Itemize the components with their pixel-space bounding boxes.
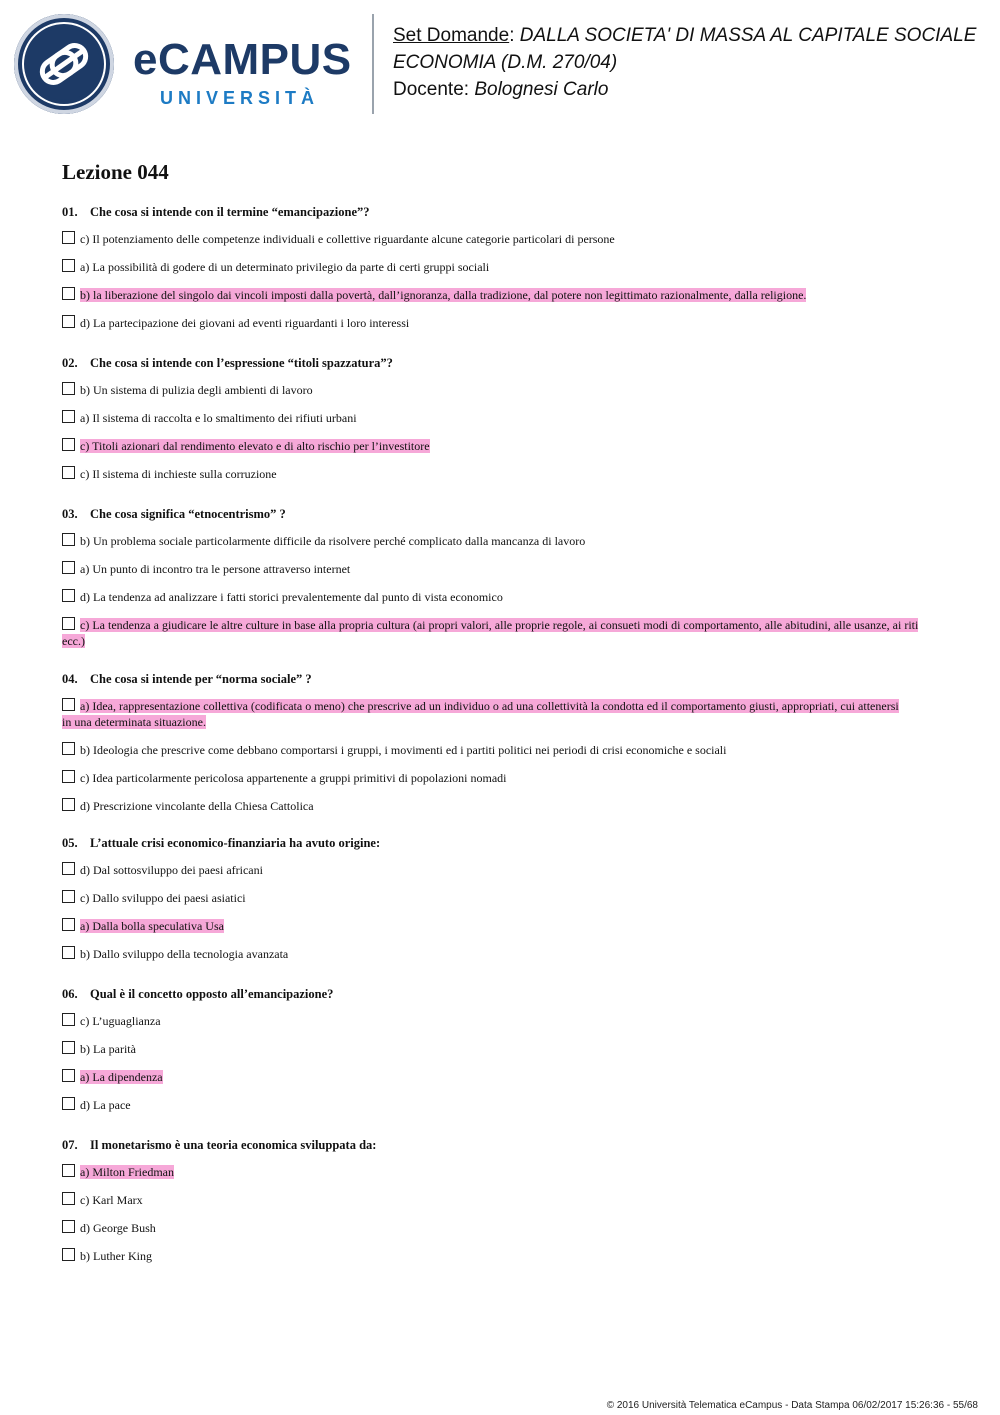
question-text: Che cosa si intende con il termine “emancipazione”? [90,205,370,219]
set-title-line-2: ECONOMIA (D.M. 270/04) [393,52,618,73]
option-text: d) La pace [80,1098,131,1112]
answer-option[interactable] [62,382,942,398]
option-text: d) La tendenza ad analizzare i fatti storici prevalentemente dal punto di vista economico [80,590,503,604]
answer-option[interactable] [62,533,942,549]
page-header [0,0,1000,130]
answer-option[interactable] [62,561,942,577]
option-text-highlighted: b) la liberazione del singolo dai vincoli imposti dalla povertà, dall’ignoranza, dalla tradizione, dal potere non legittimato razionalmente, dalla religione. [80,288,807,302]
answer-option[interactable] [62,466,942,482]
question-number: 05. [62,836,78,850]
checkbox[interactable] [62,1192,75,1205]
checkbox[interactable] [62,315,75,328]
option-text-highlighted: c) Titoli azionari dal rendimento elevato e di alto rischio per l’investitore [80,439,430,453]
answer-option-correct[interactable] [62,918,942,934]
option-text: b) Dallo sviluppo della tecnologia avanzata [80,947,289,961]
header-info: Set Domande: DALLA SOCIETA' DI MASSA AL CAPITALE SOCIALE ECONOMIA (D.M. 270/04) Docente: Bolognesi Carlo [393,25,977,100]
checkbox[interactable] [62,382,75,395]
question-title [62,835,942,851]
teacher-name: Bolognesi Carlo [474,79,609,100]
option-text: d) Prescrizione vincolante della Chiesa Cattolica [80,799,314,813]
option-text: b) Ideologia che prescrive come debbano comportarsi i gruppi, i movimenti ed i partiti politici nei periodi di crisi economiche e sociali [80,743,727,757]
question-block [62,1137,942,1276]
answer-option[interactable] [62,1248,942,1264]
option-text: d) George Bush [80,1221,156,1235]
checkbox[interactable] [62,798,75,811]
question-number: 07. [62,1138,78,1152]
answer-option[interactable] [62,770,942,786]
question-text: Che cosa significa “etnocentrismo” ? [90,507,286,521]
option-text: c) Idea particolarmente pericolosa appartenente a gruppi primitivi di popolazioni nomadi [80,771,507,785]
answer-option-correct[interactable] [62,1164,942,1180]
checkbox[interactable] [62,698,75,711]
option-text-highlighted: a) Dalla bolla speculativa Usa [80,919,224,933]
question-block [62,506,942,661]
checkbox[interactable] [62,946,75,959]
ecampus-logo-icon [14,14,114,114]
answer-option[interactable] [62,231,942,247]
answer-option[interactable] [62,798,942,814]
checkbox[interactable] [62,770,75,783]
question-block [62,204,942,343]
question-block [62,671,942,826]
checkbox[interactable] [62,918,75,931]
answer-option-correct[interactable] [62,287,942,303]
option-text: c) Dallo sviluppo dei paesi asiatici [80,891,246,905]
answer-option-correct[interactable] [62,698,902,730]
checkbox[interactable] [62,466,75,479]
lesson-title: Lezione 044 [62,160,169,184]
option-text: a) Il sistema di raccolta e lo smaltimento dei rifiuti urbani [80,411,357,425]
option-text: c) L’uguaglianza [80,1014,161,1028]
answer-option-correct[interactable] [62,617,942,649]
option-text: b) La parità [80,1042,136,1056]
question-number: 04. [62,672,78,686]
checkbox[interactable] [62,1097,75,1110]
question-block [62,986,942,1125]
checkbox[interactable] [62,589,75,602]
question-number: 01. [62,205,78,219]
teacher-label: Docente: [393,79,475,100]
question-text: Qual è il concetto opposto all’emancipazione? [90,987,334,1001]
logo-wordmark: eCAMPUS [133,35,352,84]
answer-option[interactable] [62,862,942,878]
checkbox[interactable] [62,533,75,546]
question-title [62,671,942,687]
answer-option-correct[interactable] [62,1069,942,1085]
answer-option[interactable] [62,890,942,906]
checkbox[interactable] [62,1041,75,1054]
checkbox[interactable] [62,890,75,903]
option-text: c) Il potenziamento delle competenze individuali e collettive riguardante alcune categorie particolari di persone [80,232,615,246]
checkbox[interactable] [62,1013,75,1026]
checkbox[interactable] [62,259,75,272]
option-text: d) Dal sottosviluppo dei paesi africani [80,863,263,877]
option-text: b) Luther King [80,1249,152,1263]
option-text: b) Un problema sociale particolarmente difficile da risolvere perché complicato dalla mancanza di lavoro [80,534,586,548]
option-text: a) La possibilità di godere di un determinato privilegio da parte di certi gruppi sociali [80,260,490,274]
option-text-highlighted: c) La tendenza a giudicare le altre culture in base alla propria cultura (ai propri valori, alle proprie regole, ai consueti modi di comportamento, alle abitudini, alle usanze, ai riti ecc.) [62,618,919,648]
checkbox[interactable] [62,1164,75,1177]
question-title [62,986,942,1002]
question-title [62,506,942,522]
question-title [62,355,942,371]
question-title [62,1137,942,1153]
question-text: Che cosa si intende per “norma sociale” ? [90,672,312,686]
answer-option[interactable] [62,589,942,605]
checkbox[interactable] [62,617,75,630]
answer-option[interactable] [62,742,942,758]
answer-option[interactable] [62,1192,942,1208]
answer-option[interactable] [62,1013,942,1029]
checkbox[interactable] [62,410,75,423]
answer-option[interactable] [62,315,942,331]
option-text: c) Il sistema di inchieste sulla corruzione [80,467,277,481]
answer-option[interactable] [62,946,942,962]
answer-option[interactable] [62,1097,942,1113]
checkbox[interactable] [62,1248,75,1261]
checkbox[interactable] [62,231,75,244]
question-number: 02. [62,356,78,370]
checkbox[interactable] [62,1220,75,1233]
set-title-line-1: DALLA SOCIETA' DI MASSA AL CAPITALE SOCIALE [519,25,977,46]
question-text: Il monetarismo è una teoria economica sviluppata da: [90,1138,377,1152]
page-footer: © 2016 Università Telematica eCampus - Data Stampa 06/02/2017 15:26:36 - 55/68 [606,1400,978,1411]
answer-option[interactable] [62,1041,942,1057]
checkbox[interactable] [62,1069,75,1082]
checkbox[interactable] [62,561,75,574]
question-number: 03. [62,507,78,521]
question-block [62,355,942,494]
option-text-highlighted: a) Idea, rappresentazione collettiva (codificata o meno) che prescrive ad un individuo o ad una collettività la condotta ed il comportamento giusti, appropriati, cui attenersi in una determinata situazione. [62,699,899,729]
checkbox[interactable] [62,438,75,451]
answer-option-correct[interactable] [62,438,942,454]
question-text: Che cosa si intende con l’espressione “titoli spazzatura”? [90,356,393,370]
answer-option[interactable] [62,410,942,426]
option-text: c) Karl Marx [80,1193,143,1207]
answer-option[interactable] [62,259,942,275]
set-label: Set Domande [393,25,510,46]
option-text: b) Un sistema di pulizia degli ambienti di lavoro [80,383,313,397]
question-block [62,835,942,974]
option-text: d) La partecipazione dei giovani ad eventi riguardanti i loro interessi [80,316,410,330]
answer-option[interactable] [62,1220,942,1236]
option-text-highlighted: a) La dipendenza [80,1070,163,1084]
logo-subtitle: UNIVERSITÀ [160,88,320,108]
question-text: L’attuale crisi economico-finanziaria ha avuto origine: [90,836,381,850]
option-text-highlighted: a) Milton Friedman [80,1165,174,1179]
question-number: 06. [62,987,78,1001]
header-divider [372,14,374,114]
checkbox[interactable] [62,287,75,300]
question-title [62,204,942,220]
option-text: a) Un punto di incontro tra le persone attraverso internet [80,562,351,576]
checkbox[interactable] [62,862,75,875]
checkbox[interactable] [62,742,75,755]
